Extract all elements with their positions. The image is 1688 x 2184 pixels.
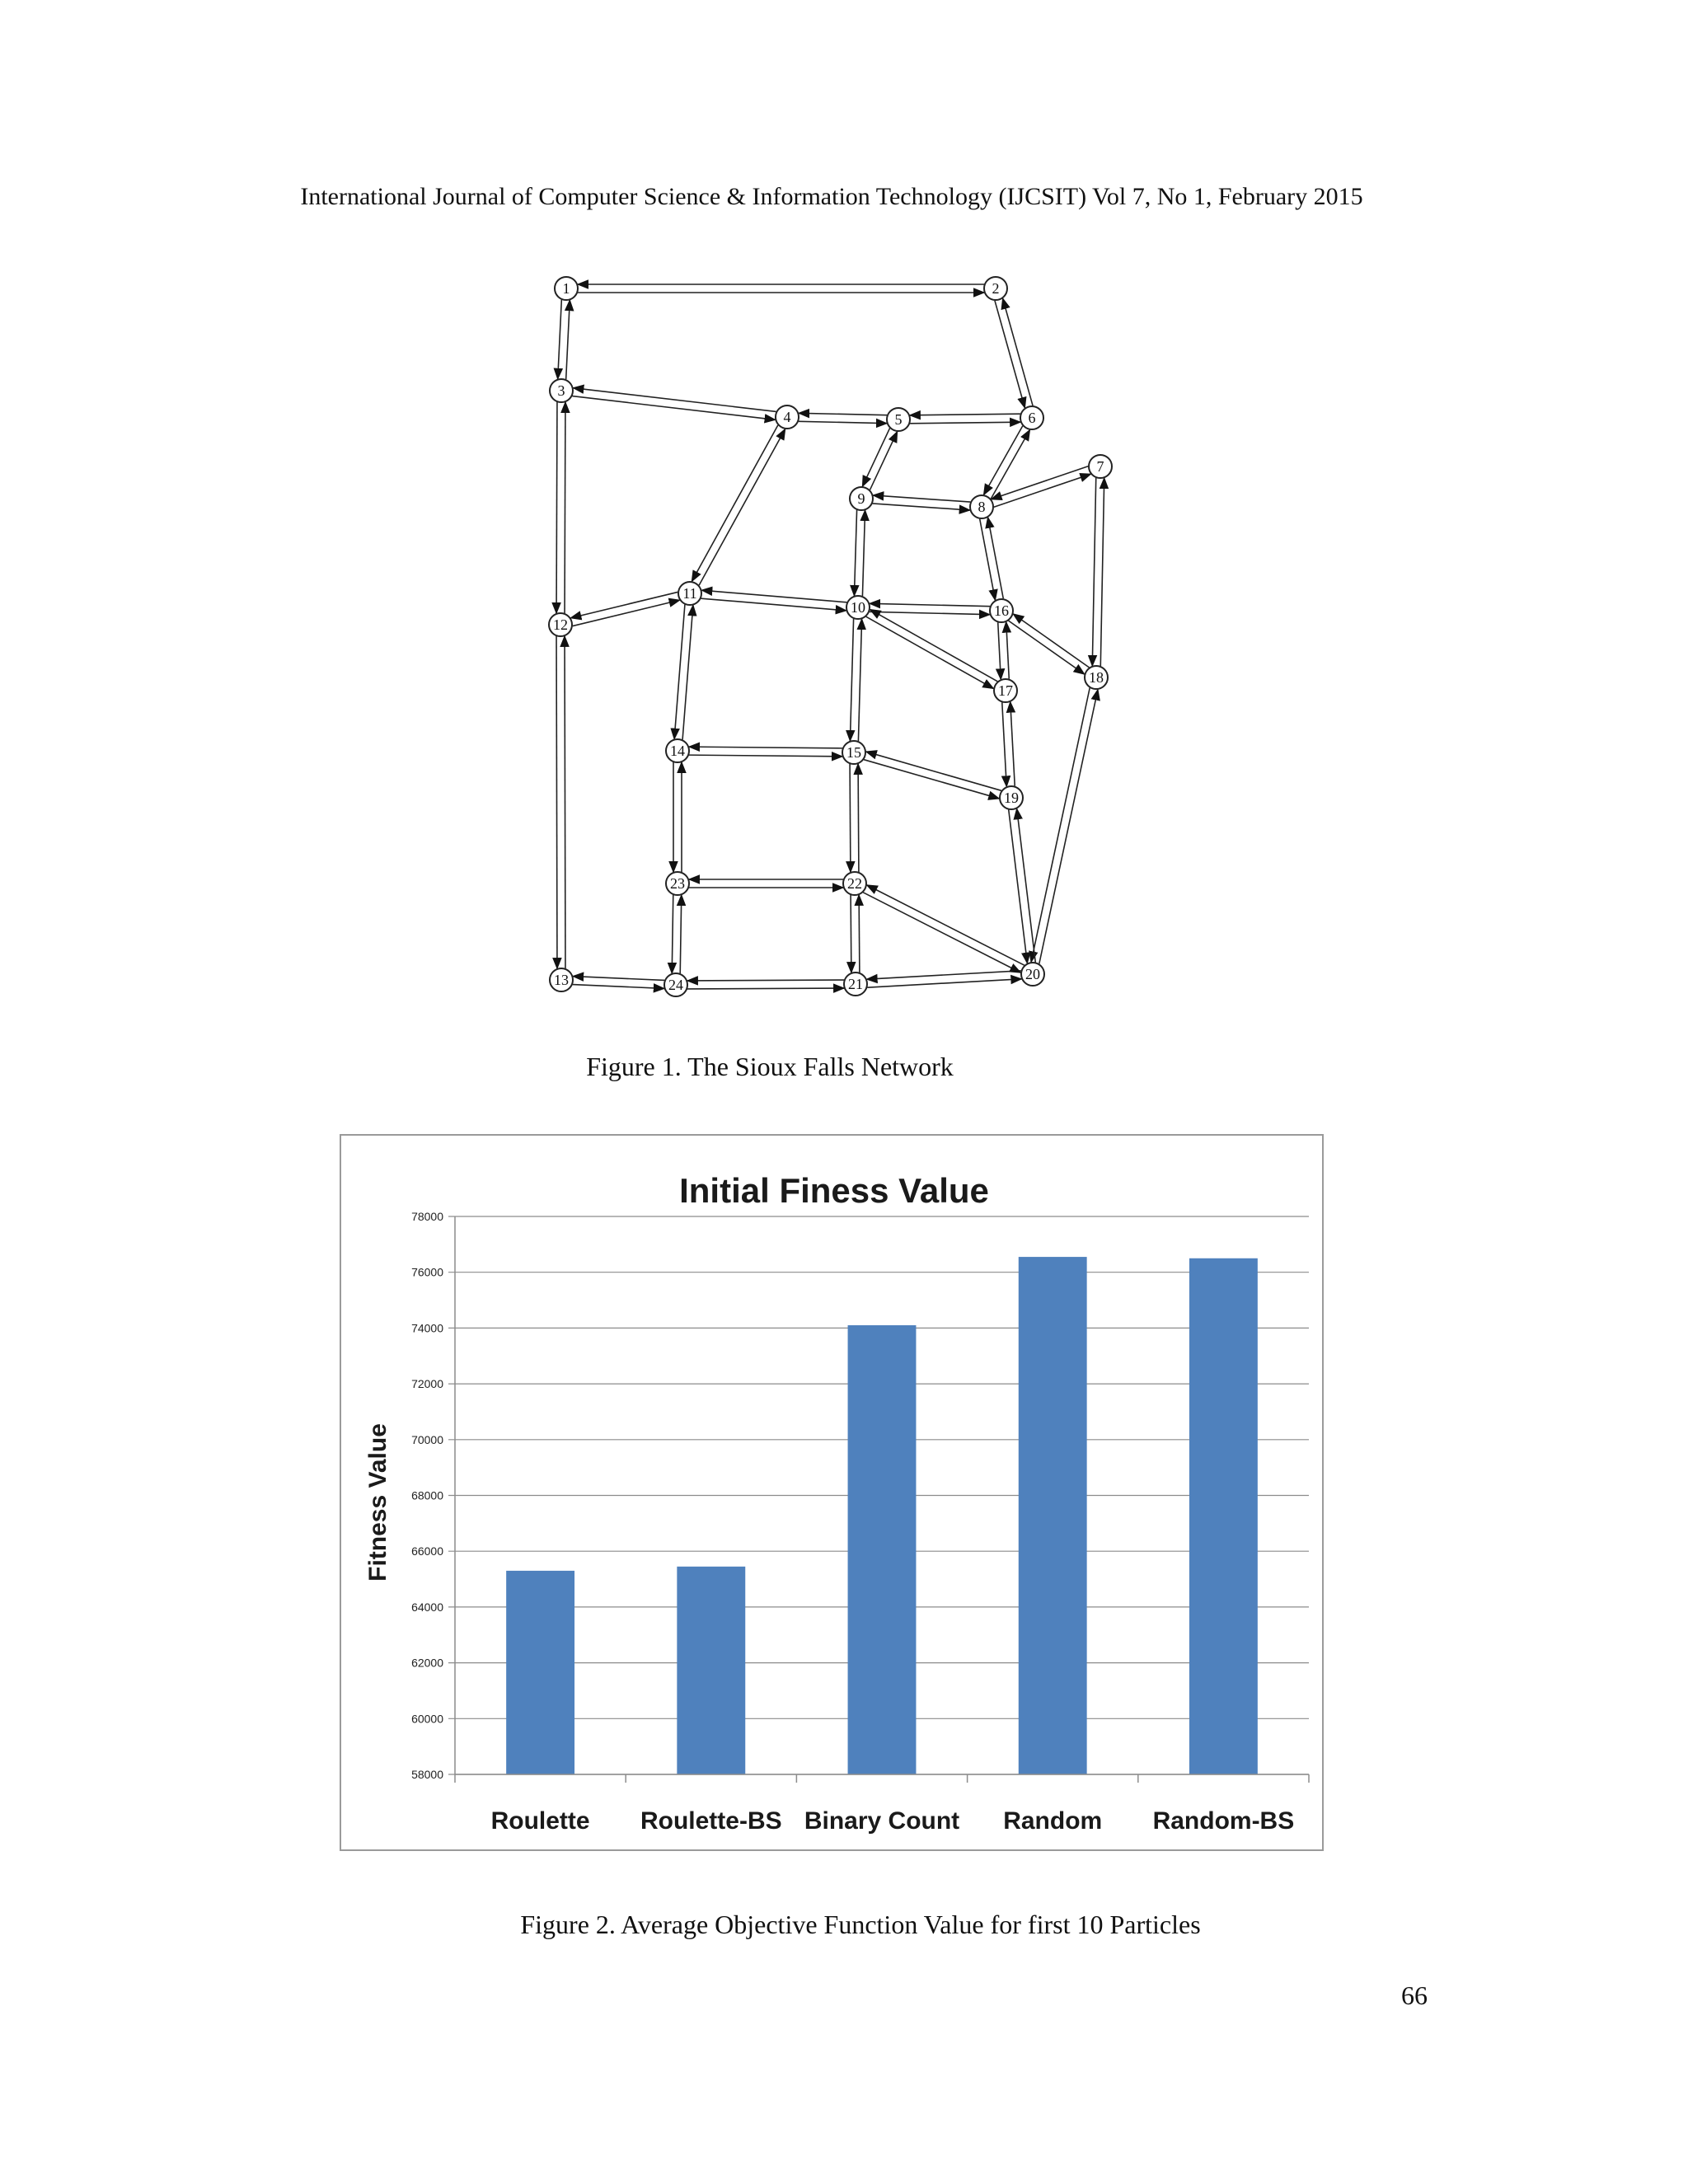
link-22-20 [863, 893, 1020, 972]
node-7 [1089, 455, 1112, 478]
link-20-18 [1039, 690, 1098, 964]
node-13 [550, 968, 573, 991]
link-3-12 [556, 402, 557, 613]
link-15-14 [689, 747, 842, 748]
y-tick-label: 70000 [411, 1432, 443, 1446]
node-label: 12 [553, 616, 568, 633]
node-label: 6 [1028, 410, 1036, 426]
link-7-18 [1092, 478, 1095, 666]
node-label: 5 [894, 411, 903, 428]
link-6-5 [910, 414, 1020, 415]
node-15 [842, 741, 865, 764]
link-12-13 [556, 636, 557, 968]
page-number: 66 [1401, 1980, 1428, 2010]
link-8-9 [873, 495, 970, 502]
node-label: 2 [992, 280, 1000, 297]
link-18-20 [1031, 688, 1090, 963]
link-11-4 [699, 429, 785, 585]
link-21-20 [867, 979, 1021, 987]
link-4-5 [799, 421, 887, 423]
x-category-label: Roulette-BS [640, 1807, 782, 1835]
link-24-21 [687, 988, 844, 989]
node-label: 22 [847, 875, 862, 892]
y-tick-label: 64000 [411, 1600, 443, 1614]
x-category-label: Roulette [490, 1807, 590, 1835]
sioux-falls-network-diagram [0, 0, 1688, 1038]
link-2-6 [995, 301, 1025, 408]
fitness-chart-frame [340, 1134, 1324, 1851]
node-label: 3 [557, 382, 565, 399]
node-label: 11 [682, 585, 697, 602]
node-label: 17 [998, 682, 1013, 699]
node-4 [776, 405, 799, 429]
node-label: 16 [994, 602, 1009, 619]
link-5-6 [910, 422, 1020, 424]
y-tick-label: 66000 [411, 1544, 443, 1558]
bar-random [1019, 1257, 1087, 1774]
link-11-14 [674, 605, 685, 739]
link-23-24 [672, 895, 673, 973]
link-16-17 [998, 622, 1001, 679]
link-21-24 [687, 980, 844, 981]
link-1-3 [558, 300, 562, 379]
node-5 [887, 408, 910, 431]
link-20-22 [867, 885, 1025, 965]
node-10 [846, 596, 870, 619]
link-4-11 [692, 425, 777, 581]
link-19-20 [1009, 810, 1028, 963]
link-14-11 [682, 605, 693, 739]
figure-2-caption: Figure 2. Average Objective Function Value for first 10 Particles [520, 1910, 1201, 1939]
node-label: 24 [668, 977, 683, 993]
link-9-10 [854, 510, 856, 596]
link-24-13 [573, 977, 664, 981]
node-label: 19 [1004, 790, 1019, 806]
link-13-24 [573, 985, 664, 989]
node-9 [850, 487, 873, 510]
link-24-23 [680, 895, 682, 973]
node-21 [844, 972, 867, 996]
node-label: 9 [857, 490, 865, 507]
fitness-bar-chart [341, 1136, 1322, 1849]
node-label: 15 [846, 744, 861, 761]
link-21-22 [859, 895, 860, 972]
link-15-22 [850, 764, 851, 872]
node-2 [984, 277, 1007, 300]
link-10-16 [870, 612, 990, 614]
x-category-label: Random-BS [1152, 1807, 1295, 1835]
link-10-15 [850, 619, 853, 741]
link-6-8 [984, 426, 1023, 495]
link-18-16 [1013, 614, 1089, 668]
link-16-8 [988, 518, 1004, 598]
link-17-19 [1002, 702, 1006, 786]
node-22 [843, 872, 866, 895]
node-label: 1 [562, 280, 570, 297]
link-17-16 [1006, 622, 1010, 679]
y-tick-label: 72000 [411, 1377, 443, 1391]
link-20-21 [867, 971, 1021, 979]
x-category-label: Random [1003, 1807, 1103, 1835]
node-19 [1000, 786, 1023, 809]
link-15-10 [858, 619, 861, 741]
node-label: 18 [1089, 669, 1104, 686]
bar-roulette [506, 1571, 574, 1774]
node-label: 21 [848, 976, 863, 992]
y-tick-label: 62000 [411, 1656, 443, 1670]
link-22-15 [858, 764, 859, 872]
link-19-17 [1010, 702, 1015, 786]
x-category-label: Binary Count [804, 1807, 960, 1835]
link-16-10 [870, 603, 990, 606]
node-label: 23 [670, 875, 685, 892]
node-12 [549, 613, 572, 636]
bar-binary-count [848, 1325, 917, 1774]
node-11 [678, 582, 701, 605]
link-17-10 [870, 610, 998, 682]
link-8-16 [980, 519, 996, 600]
link-6-2 [1003, 298, 1033, 405]
link-19-15 [866, 752, 1001, 790]
running-header: International Journal of Computer Science & Information Technology (IJCSIT) Vol 7, No 1, February 2015 [300, 183, 1363, 210]
node-label: 20 [1025, 966, 1040, 982]
link-8-7 [994, 474, 1090, 507]
node-16 [990, 599, 1013, 622]
node-label: 13 [554, 972, 569, 988]
node-14 [666, 739, 689, 762]
node-label: 8 [978, 499, 986, 515]
y-tick-label: 60000 [411, 1712, 443, 1726]
y-tick-label: 58000 [411, 1768, 443, 1781]
y-tick-label: 78000 [411, 1210, 443, 1223]
link-10-17 [866, 616, 994, 688]
node-label: 4 [783, 409, 791, 425]
link-15-19 [864, 760, 999, 799]
link-10-9 [862, 510, 865, 596]
y-tick-label: 74000 [411, 1321, 443, 1335]
node-18 [1085, 666, 1108, 689]
node-8 [970, 495, 993, 518]
node-label: 7 [1096, 458, 1104, 475]
node-24 [664, 973, 687, 996]
y-axis-label: Fitness Value [364, 1423, 392, 1582]
node-23 [666, 872, 689, 895]
y-tick-label: 76000 [411, 1265, 443, 1279]
node-3 [550, 379, 573, 402]
bar-random-bs [1189, 1258, 1258, 1774]
node-label: 10 [851, 599, 865, 616]
link-18-7 [1100, 478, 1104, 666]
link-16-18 [1009, 621, 1085, 674]
link-20-19 [1017, 808, 1036, 962]
link-5-4 [799, 413, 887, 415]
node-17 [994, 679, 1017, 702]
node-20 [1021, 963, 1044, 986]
bar-roulette-bs [677, 1567, 745, 1774]
node-label: 14 [670, 743, 685, 759]
link-9-8 [873, 504, 970, 510]
y-tick-label: 68000 [411, 1488, 443, 1502]
link-14-15 [689, 755, 842, 757]
figure-1-caption: Figure 1. The Sioux Falls Network [586, 1052, 954, 1081]
node-6 [1020, 406, 1043, 429]
link-3-1 [566, 300, 570, 379]
chart-title: Initial Finess Value [679, 1171, 989, 1210]
node-1 [555, 277, 578, 300]
